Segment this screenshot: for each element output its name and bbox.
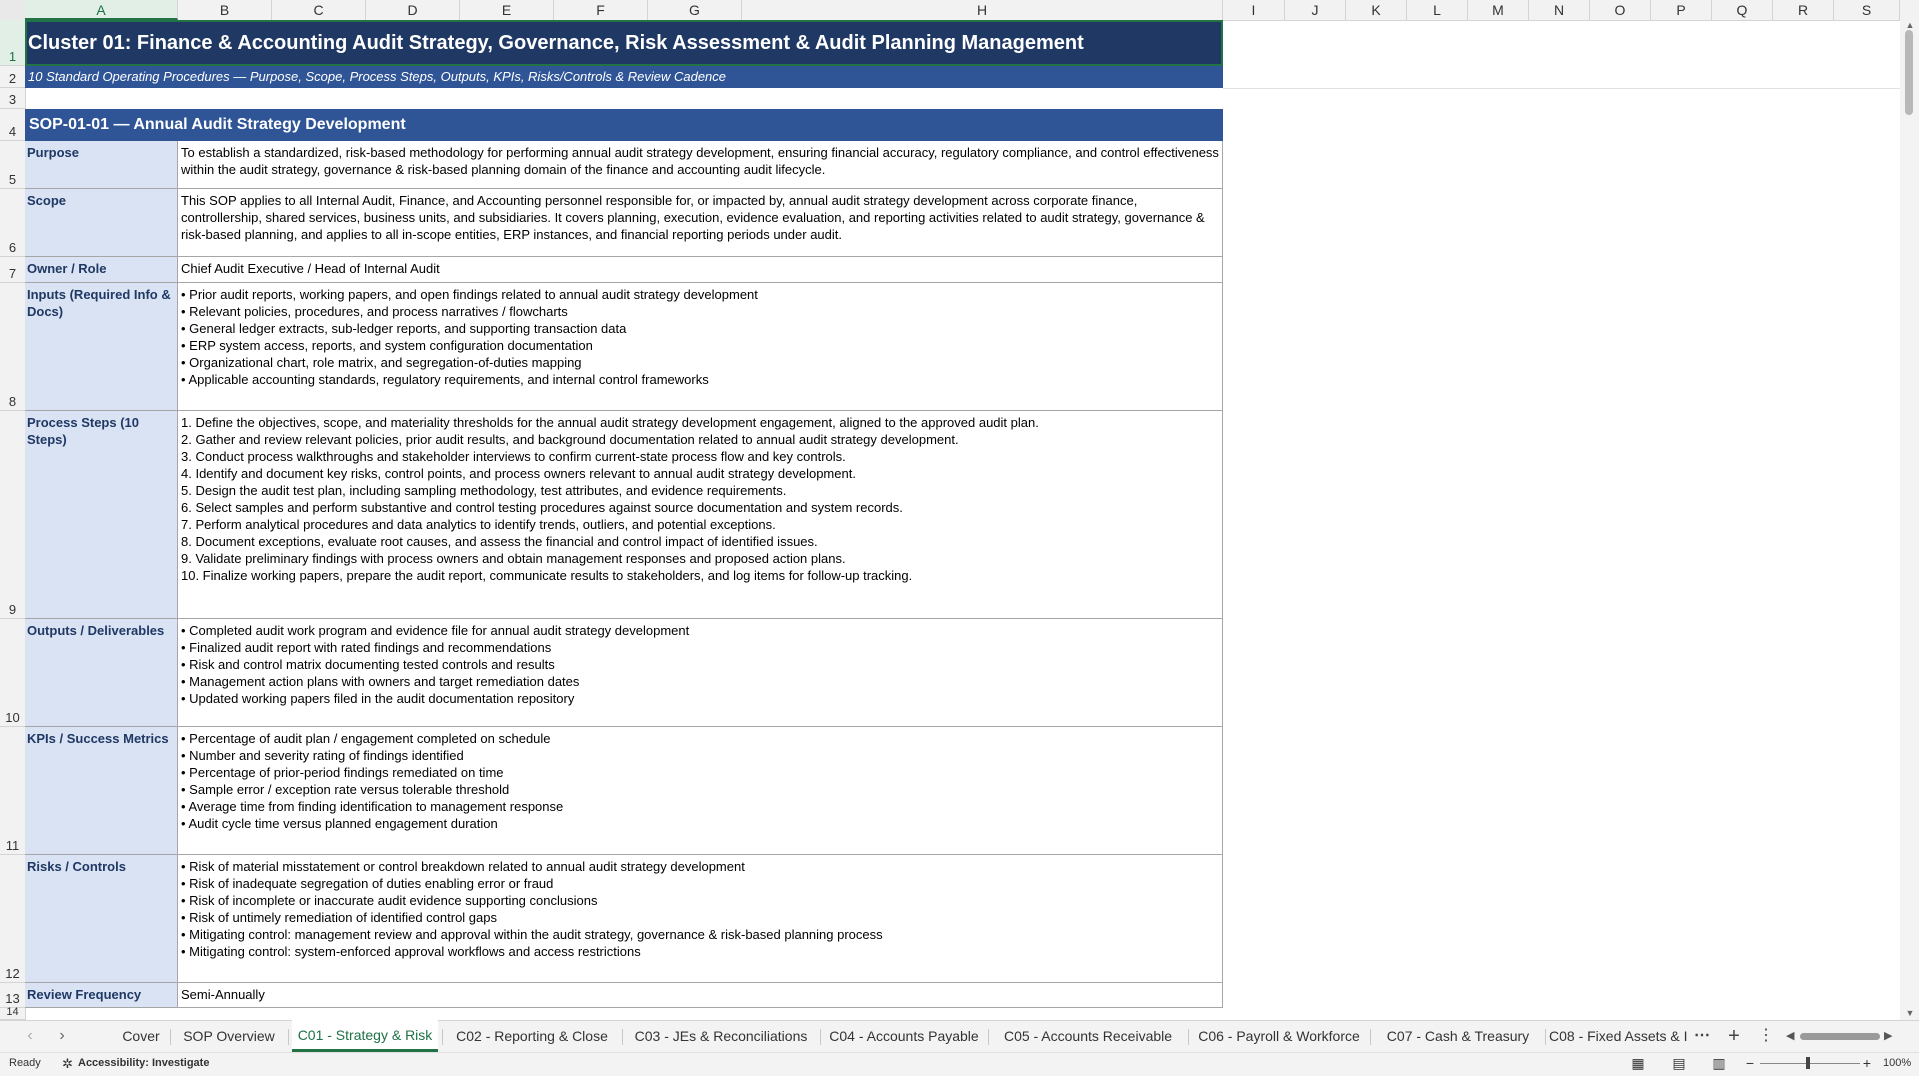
tab-c04-accounts-payable[interactable]: C04 - Accounts Payable <box>829 1028 979 1044</box>
process-step: 6. Select samples and perform substantive and control testing procedures against source documentation and system records. <box>181 500 903 515</box>
tab-separator <box>1188 1029 1189 1045</box>
inputs-line: • Applicable accounting standards, regulatory requirements, and internal control frameworks <box>181 372 709 387</box>
row-header-14[interactable]: 14 <box>0 1008 25 1020</box>
owner-label[interactable]: Owner / Role <box>25 257 178 283</box>
kpis-label[interactable]: KPIs / Success Metrics <box>25 727 178 855</box>
inputs-label[interactable] <box>25 283 178 411</box>
tab-c08-fixed-assets[interactable]: C08 - Fixed Assets & I <box>1549 1028 1687 1044</box>
accessibility-status[interactable]: Accessibility: Investigate <box>78 1057 210 1069</box>
review-label[interactable]: Review Frequency <box>25 983 178 1008</box>
column-header-j[interactable]: J <box>1285 0 1346 20</box>
process-step: 3. Conduct process walkthroughs and stakeholder interviews to confirm current-state process flow and key controls. <box>181 449 846 464</box>
tab-prev-icon[interactable]: ‹ <box>27 1027 33 1044</box>
risks-cell[interactable] <box>178 855 1223 983</box>
column-header-s[interactable]: S <box>1834 0 1900 20</box>
row-header-2[interactable]: 2 <box>0 66 25 88</box>
row-header-9[interactable]: 9 <box>0 411 25 619</box>
inputs-line: • General ledger extracts, sub-ledger reports, and supporting transaction data <box>181 321 627 336</box>
tab-separator <box>170 1029 171 1045</box>
scroll-down-icon[interactable]: ▼ <box>1905 1008 1915 1018</box>
review-line: Semi-Annually <box>181 987 265 1002</box>
tab-c01-strategy-risk[interactable]: C01 - Strategy & Risk <box>292 1020 438 1052</box>
scope-line: controllership, shared services, business units, and subsidiaries. It covers planning, execution, evidence evaluation, and reporting activities related to audit strategy, governance & <box>181 210 1205 225</box>
column-header-i[interactable]: I <box>1223 0 1285 20</box>
process-label-line: Steps) <box>27 432 67 447</box>
inputs-line: • Organizational chart, role matrix, and segregation-of-duties mapping <box>181 355 582 370</box>
process-label-line: Process Steps (10 <box>27 415 140 430</box>
kpi-line: • Percentage of audit plan / engagement completed on schedule <box>181 731 551 746</box>
status-ready: Ready <box>9 1057 41 1069</box>
vertical-scrollbar[interactable] <box>1900 20 1919 1020</box>
tab-next-icon[interactable]: › <box>59 1027 65 1044</box>
column-header-m[interactable]: M <box>1468 0 1529 20</box>
kpis-cell[interactable] <box>178 727 1223 855</box>
risk-line: • Risk of material misstatement or control breakdown related to annual audit strategy development <box>181 859 745 874</box>
tab-separator <box>988 1029 989 1045</box>
row-header-7[interactable]: 7 <box>0 257 25 283</box>
row-header-5[interactable]: 5 <box>0 141 25 189</box>
page-layout-view-icon[interactable]: ▤ <box>1672 1055 1686 1071</box>
risk-line: • Risk of inadequate segregation of duties enabling error or fraud <box>181 876 554 891</box>
zoom-slider[interactable] <box>1760 1063 1860 1064</box>
outputs-cell[interactable] <box>178 619 1223 727</box>
column-header-g[interactable]: G <box>648 0 742 20</box>
process-step: 7. Perform analytical procedures and data analytics to identify trends, outliers, and potential exceptions. <box>181 517 776 532</box>
row-header-6[interactable]: 6 <box>0 189 25 257</box>
add-sheet-icon[interactable]: + <box>1728 1025 1740 1047</box>
outputs-line: • Finalized audit report with rated findings and recommendations <box>181 640 552 655</box>
outputs-line: • Completed audit work program and evidence file for annual audit strategy development <box>181 623 690 638</box>
process-step: 8. Document exceptions, evaluate root causes, and assess the financial and control impact of identified issues. <box>181 534 818 549</box>
risk-line: • Risk of incomplete or inaccurate audit evidence supporting conclusions <box>181 893 598 908</box>
column-header-h[interactable]: H <box>742 0 1223 20</box>
inputs-line: • Relevant policies, procedures, and process narratives / flowcharts <box>181 304 568 319</box>
outputs-label[interactable]: Outputs / Deliverables <box>25 619 178 727</box>
kpi-line: • Number and severity rating of findings identified <box>181 748 464 763</box>
kpi-line: • Percentage of prior-period findings remediated on time <box>181 765 504 780</box>
process-step: 1. Define the objectives, scope, and materiality thresholds for the annual audit strategy development engagement, aligned to the approved audit plan. <box>181 415 1039 430</box>
sop-header[interactable]: SOP-01-01 — Annual Audit Strategy Development <box>25 109 1223 141</box>
inputs-label-line: Docs) <box>27 304 64 319</box>
sheet-title[interactable]: Cluster 01: Finance & Accounting Audit Strategy, Governance, Risk Assessment & Audit Planning Management <box>25 20 1223 66</box>
risks-label[interactable]: Risks / Controls <box>25 855 178 983</box>
column-header-r[interactable]: R <box>1773 0 1834 20</box>
process-step: 9. Validate preliminary findings with process owners and obtain management responses and proposed action plans. <box>181 551 846 566</box>
normal-view-icon[interactable]: ▦ <box>1631 1055 1645 1071</box>
column-header-b[interactable]: B <box>178 0 272 20</box>
tab-separator <box>442 1029 443 1045</box>
tab-sop-overview[interactable]: SOP Overview <box>183 1028 275 1044</box>
column-header-p[interactable]: P <box>1651 0 1712 20</box>
column-header-d[interactable]: D <box>366 0 460 20</box>
zoom-level[interactable]: 100% <box>1883 1057 1912 1069</box>
zoom-out-icon[interactable]: − <box>1745 1055 1755 1071</box>
purpose-cell[interactable] <box>178 141 1223 189</box>
select-all-corner[interactable] <box>0 0 26 20</box>
risk-line: • Mitigating control: management review and approval within the audit strategy, governance & risk-based planning process <box>181 927 883 942</box>
column-header-q[interactable]: Q <box>1712 0 1773 20</box>
gridline <box>1223 88 1900 89</box>
tab-c07-cash-treasury[interactable]: C07 - Cash & Treasury <box>1386 1028 1530 1044</box>
row-header-1[interactable]: 1 <box>0 20 25 66</box>
scope-line: This SOP applies to all Internal Audit, Finance, and Accounting personnel responsible for, or impacted by, annual audit strategy development across corporate finance, <box>181 193 1138 208</box>
tab-c02-reporting-close[interactable]: C02 - Reporting & Close <box>456 1028 608 1044</box>
process-step: 2. Gather and review relevant policies, prior audit results, and background documentation related to annual audit strategy development. <box>181 432 959 447</box>
inputs-line: • ERP system access, reports, and system configuration documentation <box>181 338 593 353</box>
purpose-line: To establish a standardized, risk-based methodology for performing annual audit strategy development, ensuring financial accuracy, regulatory compliance, and control effectiveness <box>181 145 1219 160</box>
tab-separator <box>1545 1029 1546 1045</box>
tab-c05-accounts-receivable[interactable]: C05 - Accounts Receivable <box>1003 1028 1173 1044</box>
process-step: 10. Finalize working papers, prepare the audit report, communicate results to stakeholders, and log items for follow-up tracking. <box>181 568 913 583</box>
tab-c06-payroll-workforce[interactable]: C06 - Payroll & Workforce <box>1198 1028 1360 1044</box>
process-label[interactable] <box>25 411 178 619</box>
tab-separator <box>1370 1029 1371 1045</box>
inputs-line: • Prior audit reports, working papers, and open findings related to annual audit strategy development <box>181 287 758 302</box>
tab-options-icon[interactable]: ⋮ <box>1758 1027 1774 1044</box>
column-header-l[interactable]: L <box>1407 0 1468 20</box>
accessibility-icon[interactable]: ✲ <box>62 1056 73 1071</box>
column-header-o[interactable]: O <box>1590 0 1651 20</box>
scope-cell[interactable] <box>178 189 1223 257</box>
inputs-cell[interactable] <box>178 283 1223 411</box>
column-header-c[interactable]: C <box>272 0 366 20</box>
vertical-scroll-thumb[interactable] <box>1905 30 1913 115</box>
tab-separator <box>820 1029 821 1045</box>
review-cell[interactable] <box>178 983 1223 1008</box>
row-header-10[interactable]: 10 <box>0 619 25 727</box>
page-break-view-icon[interactable]: ▥ <box>1712 1055 1726 1071</box>
outputs-line: • Risk and control matrix documenting tested controls and results <box>181 657 555 672</box>
kpi-line: • Sample error / exception rate versus tolerable threshold <box>181 782 510 797</box>
horizontal-scroll-thumb[interactable] <box>1800 1033 1880 1040</box>
inputs-label-line: Inputs (Required Info & <box>27 287 171 302</box>
purpose-label[interactable]: Purpose <box>25 141 178 189</box>
scope-line: risk-based planning, and applies to all in-scope entities, ERP instances, and financial reporting periods under audit. <box>181 227 842 242</box>
row-header-13[interactable]: 13 <box>0 983 25 1008</box>
zoom-in-icon[interactable]: + <box>1862 1055 1872 1071</box>
hscroll-left-icon[interactable]: ◀ <box>1786 1030 1795 1042</box>
column-header-f[interactable]: F <box>554 0 648 20</box>
tab-cover[interactable]: Cover <box>122 1028 160 1044</box>
scope-label[interactable]: Scope <box>25 189 178 257</box>
scroll-up-icon[interactable]: ▲ <box>1905 20 1915 30</box>
row-header-4[interactable]: 4 <box>0 109 25 141</box>
tab-separator <box>622 1029 623 1045</box>
outputs-line: • Updated working papers filed in the audit documentation repository <box>181 691 575 706</box>
row-header-8[interactable]: 8 <box>0 283 25 411</box>
hscroll-right-icon[interactable]: ▶ <box>1884 1030 1893 1042</box>
column-header-n[interactable]: N <box>1529 0 1590 20</box>
column-header-a[interactable]: A <box>25 0 178 20</box>
row-header-11[interactable]: 11 <box>0 727 25 855</box>
row-header-3[interactable]: 3 <box>0 88 25 109</box>
outputs-line: • Management action plans with owners and target remediation dates <box>181 674 580 689</box>
owner-cell[interactable] <box>178 257 1223 283</box>
zoom-slider-thumb[interactable] <box>1806 1057 1810 1069</box>
risk-line: • Risk of untimely remediation of identified control gaps <box>181 910 497 925</box>
more-tabs-icon[interactable]: ⋯ <box>1694 1027 1710 1044</box>
tab-separator <box>288 1029 289 1045</box>
process-step: 5. Design the audit test plan, including sampling methodology, test attributes, and evidence requirements. <box>181 483 787 498</box>
column-header-k[interactable]: K <box>1346 0 1407 20</box>
risk-line: • Mitigating control: system-enforced approval workflows and access restrictions <box>181 944 641 959</box>
tab-c03-jes-reconciliations[interactable]: C03 - JEs & Reconciliations <box>634 1028 808 1044</box>
kpi-line: • Audit cycle time versus planned engagement duration <box>181 816 498 831</box>
column-header-e[interactable]: E <box>460 0 554 20</box>
process-cell[interactable] <box>178 411 1223 619</box>
purpose-line: within the audit strategy, governance & risk-based planning domain of the finance and accounting audit lifecycle. <box>181 162 826 177</box>
row-header-12[interactable]: 12 <box>0 855 25 983</box>
kpi-line: • Average time from finding identification to management response <box>181 799 564 814</box>
sheet-subtitle[interactable]: 10 Standard Operating Procedures — Purpose, Scope, Process Steps, Outputs, KPIs, Risks/Controls & Review Cadence <box>25 66 1223 88</box>
owner-line: Chief Audit Executive / Head of Internal Audit <box>181 261 440 276</box>
process-step: 4. Identify and document key risks, control points, and process owners relevant to annual audit strategy development. <box>181 466 856 481</box>
